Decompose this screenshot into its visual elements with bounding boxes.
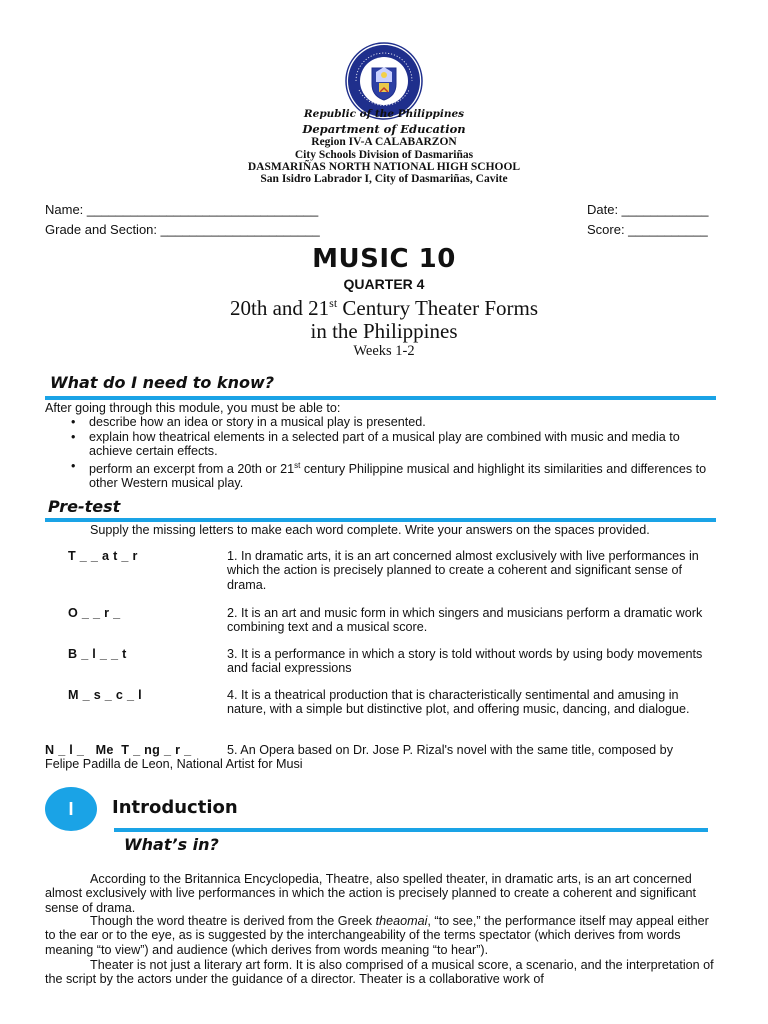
intro-paragraph-3: Theater is not just a literary art form. It is also comprised of a musical score, a scenario, and the interpretation of the script by the actors under the guidance of a director. Theater is a collaborative work of xyxy=(45,958,714,987)
module-title-line2: in the Philippines xyxy=(310,319,458,343)
pretest-word-4: M _ s _ c _ l xyxy=(68,688,142,702)
pretest-word-3: B _ l _ _ t xyxy=(68,647,127,661)
grade-section-field[interactable]: Grade and Section: ______________________ xyxy=(45,222,320,237)
module-title-line1: 20th and 21st Century Theater Forms xyxy=(230,296,538,320)
subject-title: MUSIC 10 xyxy=(312,244,456,274)
intro-paragraph-1: According to the Britannica Encyclopedia, Theatre, also spelled theater, in dramatic arts, is an art concerned almost exclusively with live performances in which the action is precisely planned to create a coherent and significant sense of drama. xyxy=(45,872,697,915)
region-line: Region IV-A CALABARZON xyxy=(311,136,457,148)
section-number-badge: I xyxy=(45,787,97,831)
section-rule xyxy=(45,396,716,400)
whats-in-heading: What’s in? xyxy=(124,835,219,854)
division-line: City Schools Division of Dasmariñas xyxy=(294,149,474,161)
objective-item: • explain how theatrical elements in a selected part of a musical play are combined with music and media to achieve certain effects. xyxy=(45,430,725,459)
objectives-intro: After going through this module, you must be able to: xyxy=(45,401,341,415)
date-field[interactable]: Date: ____________ xyxy=(587,202,709,217)
section-rule xyxy=(45,518,716,522)
need-to-know-heading: What do I need to know? xyxy=(50,373,275,392)
pretest-question-5: 5. An Opera based on Dr. Jose P. Rizal's novel with the same title, composed by xyxy=(227,743,673,757)
republic-line: Republic of the Philippines xyxy=(303,108,465,120)
objective-item: • describe how an idea or story in a musical play is presented. xyxy=(45,415,725,429)
pretest-instructions: Supply the missing letters to make each word complete. Write your answers on the spaces provided. xyxy=(90,523,650,537)
pretest-question-3: 3. It is a performance in which a story is told without words by using body movements and facial expressions xyxy=(227,647,703,676)
pretest-question-1: 1. In dramatic arts, it is an art concerned almost exclusively with live performances in which the action is precisely planned to create a coherent and significant sense of drama. xyxy=(227,549,699,592)
pretest-question-2: 2. It is an art and music form in which singers and musicians perform a dramatic work combining text and a musical score. xyxy=(227,606,703,635)
quarter-label: QUARTER 4 xyxy=(343,276,425,292)
objectives-block xyxy=(45,401,725,491)
pretest-heading: Pre-test xyxy=(48,497,121,516)
name-field[interactable]: Name: ________________________________ xyxy=(45,202,319,217)
pretest-word-2: O _ _ r _ xyxy=(68,606,121,620)
school-line: DASMARIÑAS NORTH NATIONAL HIGH SCHOOL xyxy=(247,161,521,173)
weeks-label: Weeks 1-2 xyxy=(353,343,415,359)
pretest-word-1: T _ _ a t _ r xyxy=(68,549,138,563)
section-rule xyxy=(114,828,708,832)
objective-item: • perform an excerpt from a 20th or 21st century Philippine musical and highlight its similarities and differences to other Western musical play. xyxy=(45,459,725,491)
pretest-word-5: N _ l _ Me T _ ng _ r _ xyxy=(45,743,192,757)
address-line: San Isidro Labrador I, City of Dasmariñas, Cavite xyxy=(260,173,508,185)
pretest-question-5-cont: Felipe Padilla de Leon, National Artist for Musi xyxy=(45,757,303,771)
intro-paragraph-2: Though the word theatre is derived from the Greek theaomai, “to see,” the performance itself may appeal either to the ear or to the eye, as is suggested by the interchangeability of the terms spectator (which derives from words meaning “to view”) and audience (which derives from words meaning “to hear”). xyxy=(45,914,709,957)
score-field[interactable]: Score: ___________ xyxy=(587,222,708,237)
introduction-heading: Introduction xyxy=(112,797,238,818)
pretest-question-4: 4. It is a theatrical production that is characteristically sentimental and amusing in nature, with a simple but distinctive plot, and offering music, dancing, and dialogue. xyxy=(227,688,690,717)
department-line: Department of Education xyxy=(302,122,466,136)
